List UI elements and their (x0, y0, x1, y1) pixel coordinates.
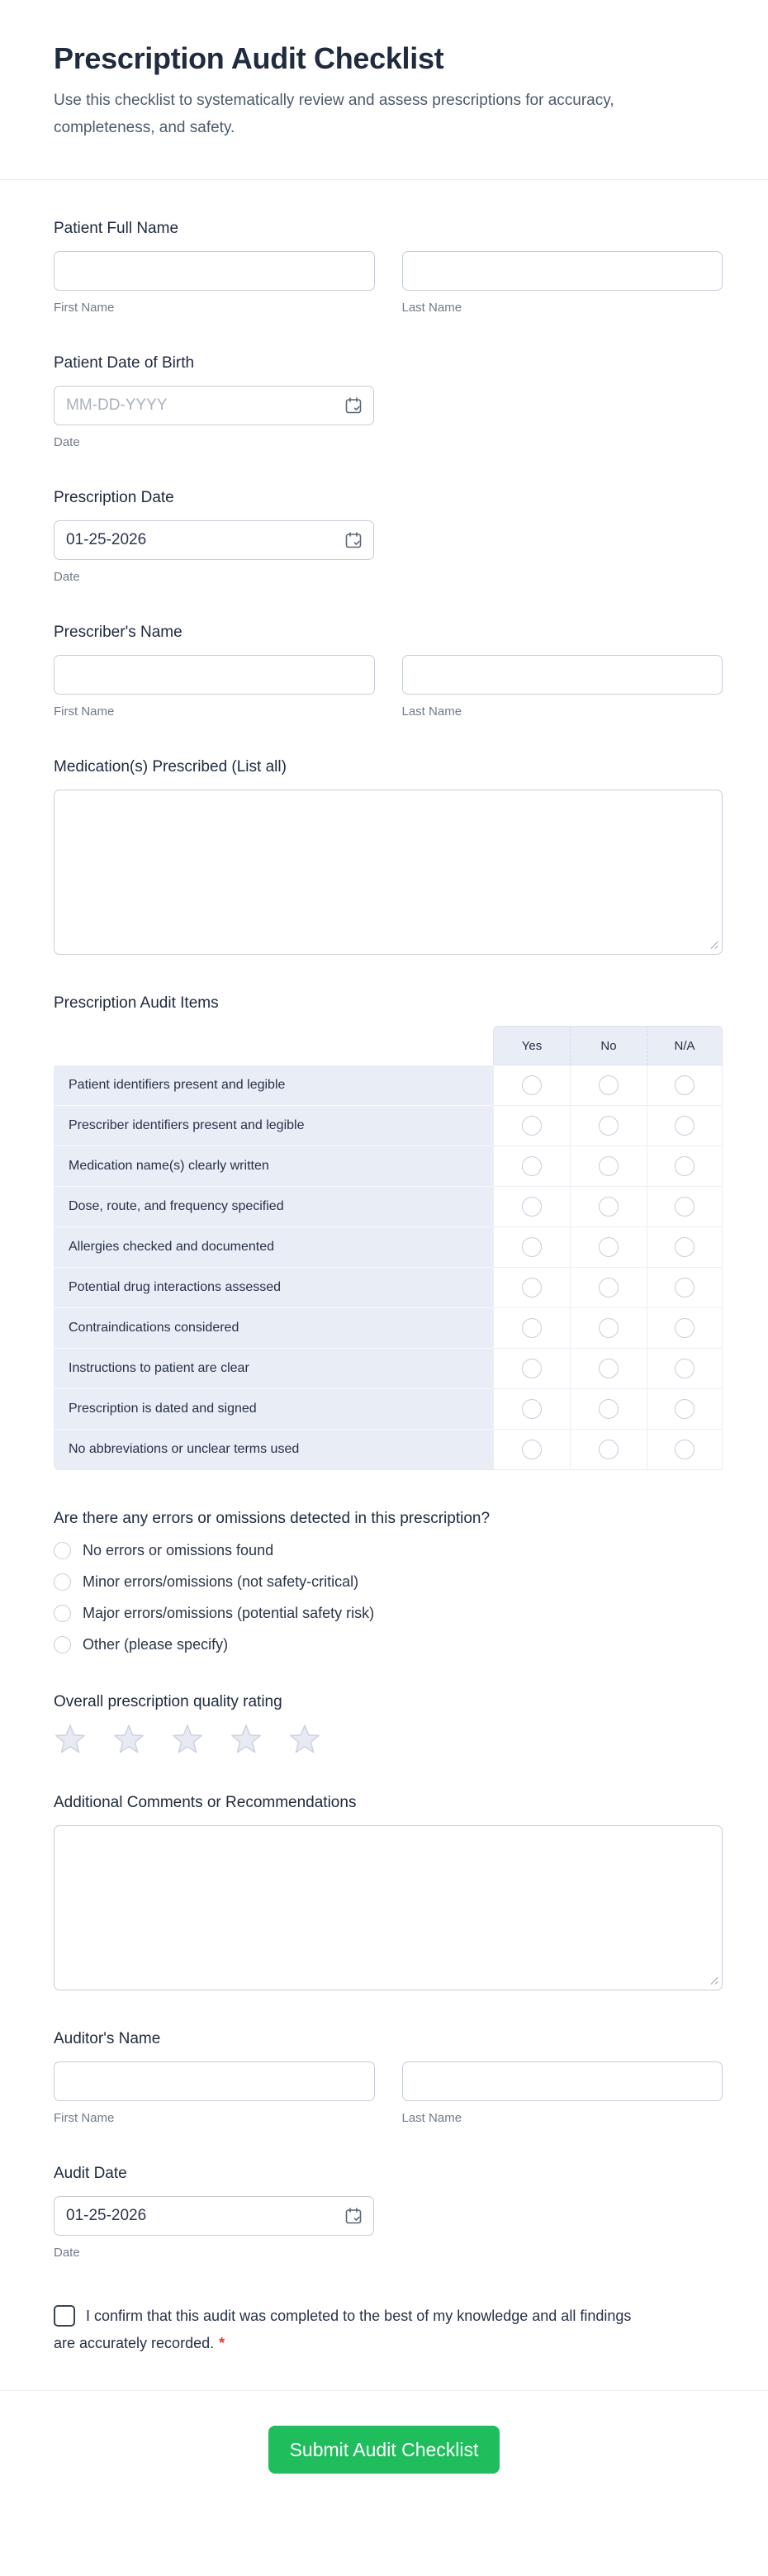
calendar-icon[interactable] (344, 396, 363, 415)
radio-yes[interactable] (522, 1197, 542, 1217)
field-audit-date (54, 2165, 723, 2260)
last-name-sublabel: Last Name (401, 301, 462, 315)
star-icon[interactable] (112, 1723, 145, 1754)
field-label: Additional Comments or Recommendations (54, 1794, 357, 1811)
radio-na[interactable] (675, 1359, 695, 1378)
patient-dob-input[interactable] (54, 386, 374, 425)
field-quality-rating (54, 1693, 723, 1754)
audit-table-rows (54, 1065, 723, 1470)
page-subtitle: Use this checklist to systematically review and assess prescriptions for accuracy, completeness, and safety. (54, 92, 614, 136)
row-label: Instructions to patient are clear (54, 1349, 493, 1389)
field-label: Prescriber's Name (54, 624, 183, 641)
radio-no[interactable] (599, 1440, 619, 1459)
field-auditor-name (54, 2030, 723, 2125)
radio-no[interactable] (599, 1399, 619, 1419)
field-label: Patient Date of Birth (54, 354, 195, 372)
radio-yes[interactable] (522, 1278, 542, 1297)
last-name-sublabel: Last Name (401, 704, 462, 719)
table-row (54, 1308, 723, 1349)
field-label: Audit Date (54, 2165, 127, 2182)
auditor-last-name-input[interactable] (402, 2061, 723, 2101)
calendar-icon[interactable] (344, 530, 363, 550)
column-header-no: No (570, 1026, 647, 1065)
first-name-sublabel: First Name (54, 301, 115, 315)
radio-yes[interactable] (522, 1237, 542, 1257)
table-row (54, 1268, 723, 1308)
row-label: Allergies checked and documented (54, 1227, 493, 1268)
date-sublabel: Date (54, 570, 80, 584)
field-medications (54, 758, 723, 955)
column-header-yes: Yes (493, 1026, 570, 1065)
row-label: Prescriber identifiers present and legible (54, 1106, 493, 1146)
required-marker: * (219, 2335, 225, 2351)
table-row (54, 1389, 723, 1430)
radio-yes[interactable] (522, 1116, 542, 1136)
radio-no[interactable] (599, 1278, 619, 1297)
table-header-spacer (54, 1026, 493, 1065)
star-icon[interactable] (288, 1723, 321, 1754)
last-name-sublabel: Last Name (401, 2111, 462, 2125)
row-label: Dose, route, and frequency specified (54, 1187, 493, 1227)
table-row (54, 1146, 723, 1187)
radio-na[interactable] (675, 1278, 695, 1297)
column-header-na: N/A (647, 1026, 723, 1065)
field-audit-items (54, 994, 723, 1470)
field-label: Prescription Date (54, 489, 174, 506)
radio-na[interactable] (675, 1197, 695, 1217)
table-row (54, 1430, 723, 1470)
audit-date-input[interactable] (54, 2196, 374, 2236)
radio-option (54, 1636, 723, 1653)
date-sublabel: Date (54, 435, 80, 449)
patient-last-name-input[interactable] (402, 251, 723, 291)
field-label: Medication(s) Prescribed (List all) (54, 758, 287, 776)
row-label: Prescription is dated and signed (54, 1389, 493, 1430)
medications-textarea[interactable] (54, 790, 723, 955)
table-row (54, 1065, 723, 1106)
field-comments (54, 1794, 723, 1990)
radio-no[interactable] (599, 1075, 619, 1095)
form-header (0, 0, 768, 141)
date-sublabel: Date (54, 2246, 80, 2260)
row-label: No abbreviations or unclear terms used (54, 1430, 493, 1470)
radio-option (54, 1605, 723, 1622)
confirmation-label: I confirm that this audit was completed to the best of my knowledge and all findings are accurately recorded. (54, 2308, 632, 2351)
radio-no[interactable] (599, 1197, 619, 1217)
resize-handle-icon[interactable] (709, 940, 718, 949)
first-name-sublabel: First Name (54, 704, 115, 719)
field-label: Are there any errors or omissions detected in this prescription? (54, 1510, 491, 1527)
star-icon[interactable] (54, 1723, 87, 1754)
radio-na[interactable] (675, 1075, 695, 1095)
row-label: Potential drug interactions assessed (54, 1268, 493, 1308)
radio-other[interactable] (54, 1636, 71, 1653)
radio-yes[interactable] (522, 1399, 542, 1419)
radio-no[interactable] (599, 1156, 619, 1176)
radio-no[interactable] (599, 1237, 619, 1257)
table-row (54, 1187, 723, 1227)
radio-yes[interactable] (522, 1156, 542, 1176)
field-label: Prescription Audit Items (54, 994, 219, 1012)
field-label: Patient Full Name (54, 220, 179, 237)
field-patient-name (54, 220, 723, 315)
radio-yes[interactable] (522, 1440, 542, 1459)
radio-na[interactable] (675, 1399, 695, 1419)
radio-na[interactable] (675, 1237, 695, 1257)
audit-table-header (54, 1026, 723, 1065)
form-footer (0, 2391, 768, 2539)
radio-na[interactable] (675, 1156, 695, 1176)
confirmation-row (54, 2303, 632, 2357)
field-prescription-date (54, 489, 723, 584)
radio-no[interactable] (599, 1359, 619, 1378)
radio-yes[interactable] (522, 1318, 542, 1338)
first-name-sublabel: First Name (54, 2111, 115, 2125)
calendar-icon[interactable] (344, 2206, 363, 2226)
radio-yes[interactable] (522, 1075, 542, 1095)
header-divider (0, 179, 768, 180)
table-row (54, 1227, 723, 1268)
field-patient-dob (54, 354, 723, 449)
radio-na[interactable] (675, 1318, 695, 1338)
radio-major-errors[interactable] (54, 1605, 71, 1622)
radio-no[interactable] (599, 1116, 619, 1136)
row-label: Contraindications considered (54, 1308, 493, 1349)
radio-option (54, 1542, 723, 1559)
radio-option-label: Major errors/omissions (potential safety risk) (83, 1605, 375, 1621)
confirmation-checkbox[interactable] (54, 2305, 75, 2327)
radio-na[interactable] (675, 1116, 695, 1136)
field-label: Overall prescription quality rating (54, 1693, 282, 1710)
form-body (0, 220, 768, 2357)
prescription-date-input[interactable] (54, 520, 374, 560)
star-icon[interactable] (171, 1723, 204, 1754)
auditor-first-name-input[interactable] (54, 2061, 375, 2101)
page-title: Prescription Audit Checklist (54, 41, 444, 75)
row-label: Medication name(s) clearly written (54, 1146, 493, 1187)
radio-option-label: No errors or omissions found (83, 1542, 274, 1558)
resize-handle-icon[interactable] (709, 1976, 718, 1985)
star-rating (54, 1723, 723, 1754)
radio-na[interactable] (675, 1440, 695, 1459)
radio-option-label: Minor errors/omissions (not safety-critical) (83, 1573, 359, 1590)
comments-textarea[interactable] (54, 1825, 723, 1990)
field-label: Auditor's Name (54, 2030, 161, 2047)
radio-no[interactable] (599, 1318, 619, 1338)
prescriber-last-name-input[interactable] (402, 655, 723, 695)
table-row (54, 1349, 723, 1389)
star-icon[interactable] (230, 1723, 263, 1754)
prescriber-first-name-input[interactable] (54, 655, 375, 695)
field-errors-question (54, 1510, 723, 1653)
submit-button[interactable]: Submit Audit Checklist (268, 2426, 500, 2474)
field-prescriber-name (54, 624, 723, 719)
radio-option-label: Other (please specify) (83, 1636, 229, 1653)
radio-option (54, 1573, 723, 1591)
radio-yes[interactable] (522, 1359, 542, 1378)
table-row (54, 1106, 723, 1146)
radio-no-errors[interactable] (54, 1542, 71, 1559)
radio-minor-errors[interactable] (54, 1573, 71, 1591)
patient-first-name-input[interactable] (54, 251, 375, 291)
row-label: Patient identifiers present and legible (54, 1065, 493, 1106)
